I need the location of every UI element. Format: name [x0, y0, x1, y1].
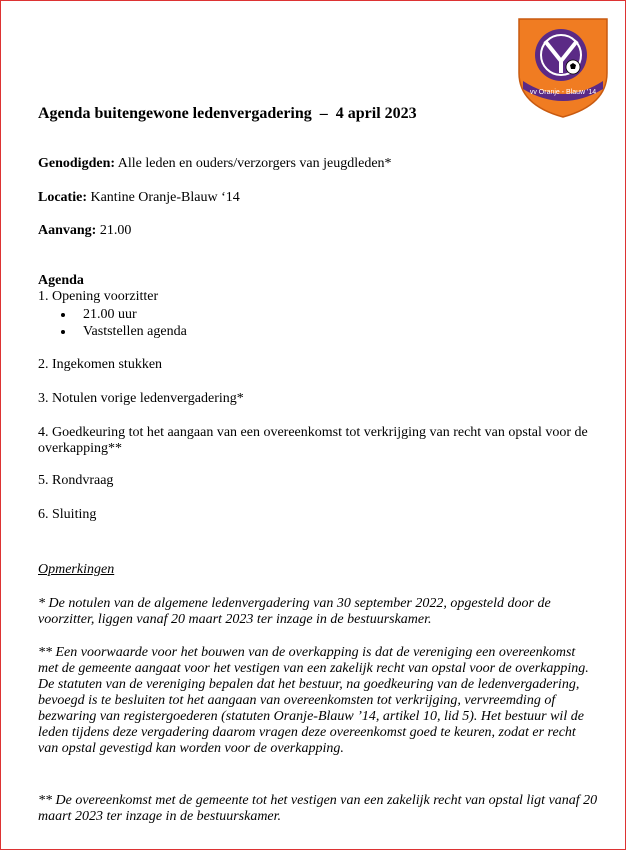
agenda-item-1: 1. Opening voorzitter [38, 289, 159, 304]
start-line [38, 223, 131, 239]
guests-value: Alle leden en ouders/verzorgers van jeugdleden* [115, 156, 392, 171]
remark-1: * De notulen van de algemene ledenvergadering van 30 september 2022, opgesteld door de voorzitter, liggen vanaf 20 maart 2023 ter inzage in de bestuurskamer. [38, 596, 551, 627]
agenda-heading: Agenda [38, 273, 84, 288]
agenda-item-5: 5. Rondvraag [38, 473, 114, 488]
club-logo [515, 15, 611, 119]
document-title: Agenda buitengewone ledenvergadering – 4 april 2023 [38, 105, 417, 122]
start-value: 21.00 [96, 223, 132, 238]
guests-label: Genodigden: [38, 156, 116, 171]
location-label: Locatie: [38, 190, 87, 205]
remarks-heading: Opmerkingen [38, 562, 115, 577]
agenda-item-2: 2. Ingekomen stukken [38, 357, 163, 372]
guests-line [38, 156, 392, 172]
bullet-item: 21.00 uur [61, 306, 187, 323]
logo-text: vv Oranje - Blauw '14 [529, 89, 597, 96]
agenda-item-6: 6. Sluiting [38, 507, 97, 522]
agenda-item-3: 3. Notulen vorige ledenvergadering* [38, 391, 244, 406]
start-label: Aanvang: [38, 223, 97, 238]
agenda-item-1-bullets [61, 306, 187, 340]
bullet-item: Vaststellen agenda [61, 323, 187, 340]
location-value: Kantine Oranje-Blauw ‘14 [86, 190, 240, 205]
agenda-item-4: 4. Goedkeuring tot het aangaan van een overeenkomst tot verkrijging van recht van opstal voor de overkapping** [38, 425, 588, 456]
location-line [38, 190, 240, 206]
remark-2: ** Een voorwaarde voor het bouwen van de overkapping is dat de vereniging een overeenkomst met de gemeente aangaat voor het vestigen van een zakelijk recht van opstal voor de overkapping. De statuten van de vereniging bepalen dat het bestuur, na goedkeuring van de ledenvergadering, bevoegd is te besluiten tot het aangaan van overeenkomsten tot verkrijging, vervreemding of bezwaring van registergoederen (statuten Oranje-Blauw ’14, artikel 10, lid 5). Het bestuur wil de leden tijdens deze vergadering daarom vragen deze overeenkomst goed te keuren, zodat er recht van opstal gevestigd kan worden voor de overkapping. [38, 645, 589, 756]
remark-3: ** De overeenkomst met de gemeente tot het vestigen van een zakelijk recht van opstal ligt vanaf 20 maart 2023 ter inzage in de bestuurskamer. [38, 793, 598, 824]
